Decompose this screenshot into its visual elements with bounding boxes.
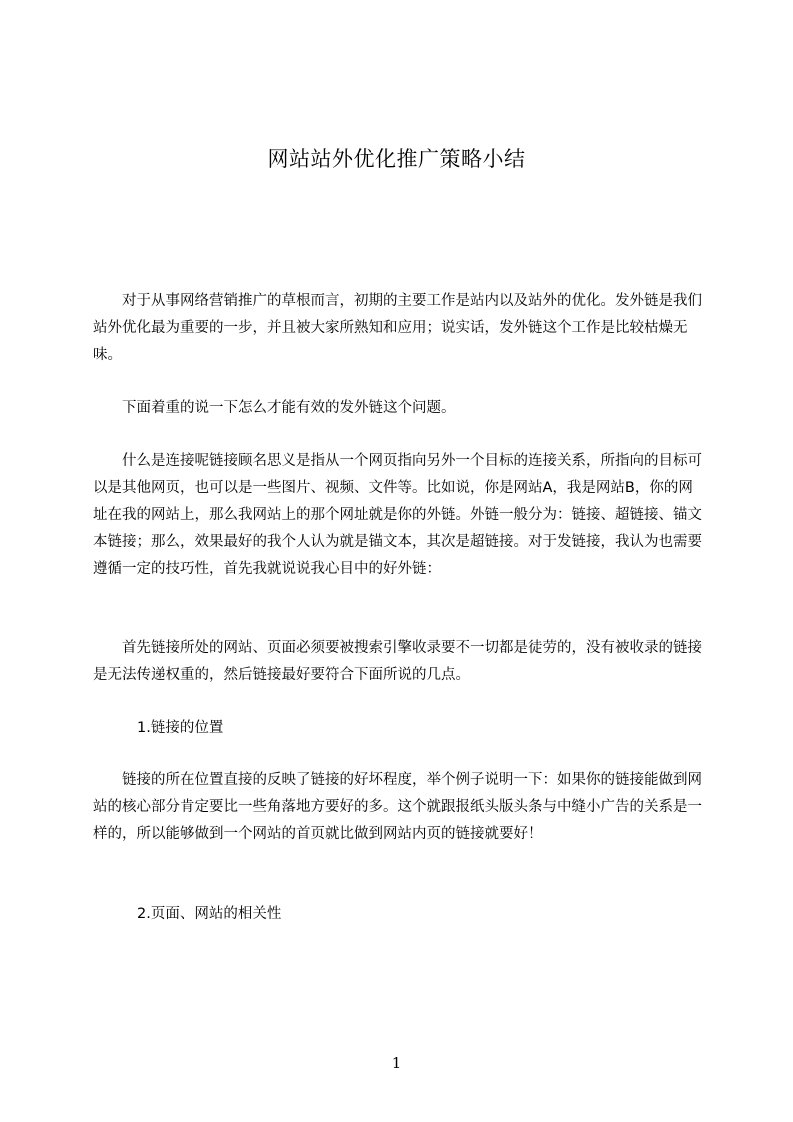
paragraph-link-definition: 什么是连接呢链接顾名思义是指从一个网页指向另外一个目标的连接关系，所指向的目标可以是其他网页，也可以是一些图片、视频、文件等。比如说，你是网站A，我是网站B，你的网址在我的网站上，那么我网站上的那个网址就是你的外链。外链一般分为：链接、超链接、锚文本链接；那么，效果最好的我个人认为就是锚文本，其次是超链接。对于发链接，我认为也需要遵循一定的技巧性，首先我就说说我心目中的好外链： <box>93 453 702 577</box>
heading-link-position: 1.链接的位置 <box>137 720 224 736</box>
document-title: 网站站外优化推广策略小结 <box>267 147 526 171</box>
paragraph-indexing: 首先链接所处的网站、页面必须要被搜索引擎收录要不一切都是徒劳的，没有被收录的链接是无法传递权重的，然后链接最好要符合下面所说的几点。 <box>93 640 702 683</box>
paragraph-intro: 对于从事网络营销推广的草根而言，初期的主要工作是站内以及站外的优化。发外链是我们站外优化最为重要的一步，并且被大家所熟知和应用；说实话，发外链这个工作是比较枯燥无味。 <box>93 293 702 363</box>
paragraph-topic: 下面着重的说一下怎么才能有效的发外链这个问题。 <box>122 400 456 416</box>
paragraph-link-position: 链接的所在位置直接的反映了链接的好坏程度，举个例子说明一下：如果你的链接能做到网站的核心部分肯定要比一些角落地方要好的多。这个就跟报纸头版头条与中缝小广告的关系是一样的，所以能够做到一个网站的首页就比做到网站内页的链接就要好！ <box>93 772 702 842</box>
heading-relevance: 2.页面、网站的相关性 <box>137 906 282 922</box>
page-number: 1 <box>391 1054 402 1072</box>
